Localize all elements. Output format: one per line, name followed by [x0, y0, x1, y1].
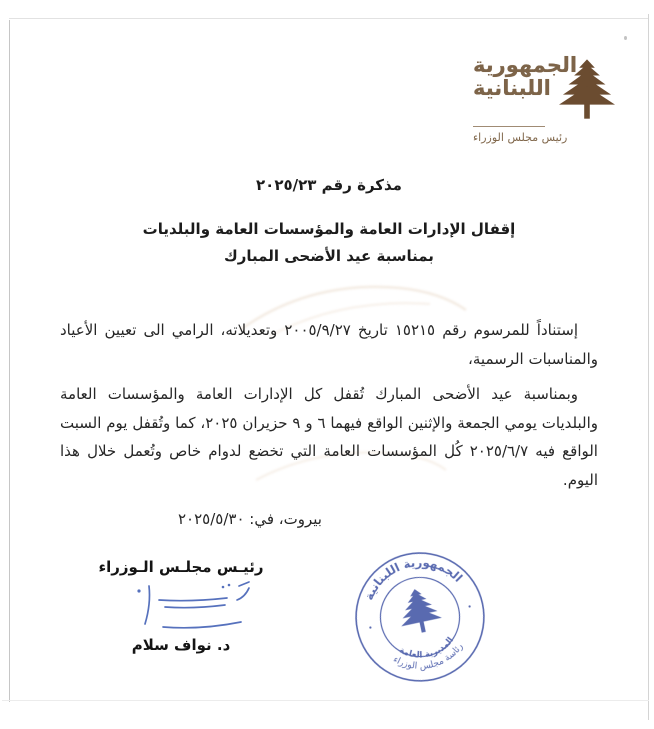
- page-edge-right: [648, 14, 649, 720]
- memo-paragraph-2: وبمناسبة عيد الأضحى المبارك تُقفل كل الإدارات العامة والمؤسسات العامة والبلديات يومي الجمعة والإثنين الواقع فيهما ٦ و ٩ حزيران ٢٠٢٥، كما وتُقفل يوم السبت الواقع فيه ٢٠٢٥/٦/٧ كُل المؤسسات العامة التي تخضع لدوام خاص وتُعمل خلال هذا اليوم.: [60, 385, 599, 489]
- cedar-tree-icon: [559, 56, 615, 122]
- memo-subject-line2: بمناسبة عيد الأضحى المبارك: [224, 247, 434, 265]
- memo-paragraph-1: إستناداً للمرسوم رقم ١٥٢١٥ تاريخ ٢٠٠٥/٩/٢٧ وتعديلاته، الرامي الى تعيين الأعياد والمناسبات الرسمية،: [60, 321, 598, 368]
- memo-body: [60, 316, 598, 534]
- signature-block: [76, 558, 286, 654]
- memo-subject-line1: إقفال الإدارات العامة والمؤسسات العامة والبلديات: [142, 220, 516, 238]
- stamp-ring-bottom-text-2: المديرية العامة: [397, 635, 456, 661]
- page-edge-top: [9, 18, 649, 19]
- emblem-calligraphy: [473, 48, 578, 100]
- emblem-subtitle: رئيس مجلس الوزراء: [473, 131, 568, 144]
- emblem-divider: [473, 126, 545, 127]
- scan-speck: [624, 36, 627, 40]
- signer-title: رئيـس مجلـس الـوزراء: [98, 558, 264, 576]
- official-round-stamp: [336, 533, 504, 701]
- page-edge-left: [9, 20, 10, 702]
- memo-number: مذكرة رقم ٢٠٢٥/٢٣: [256, 176, 402, 194]
- stamp-cedar-icon: [394, 585, 444, 637]
- page-edge-bottom: [2, 700, 649, 701]
- signer-name: د. نواف سلام: [131, 636, 231, 654]
- memo-heading: [10, 176, 648, 270]
- stamp-ring-bottom-text-1: رئاسة مجلس الوزراء: [391, 641, 466, 673]
- lebanese-republic-emblem: [473, 48, 623, 144]
- emblem-text-line1: الجمهورية: [473, 53, 578, 77]
- place-date-line: بيروت، في: ٢٠٢٥/٥/٣٠: [178, 510, 322, 528]
- stamp-ring-top-text: الجمهورية اللبنانية: [361, 555, 466, 603]
- emblem-text-line2: اللبنانية: [473, 75, 551, 100]
